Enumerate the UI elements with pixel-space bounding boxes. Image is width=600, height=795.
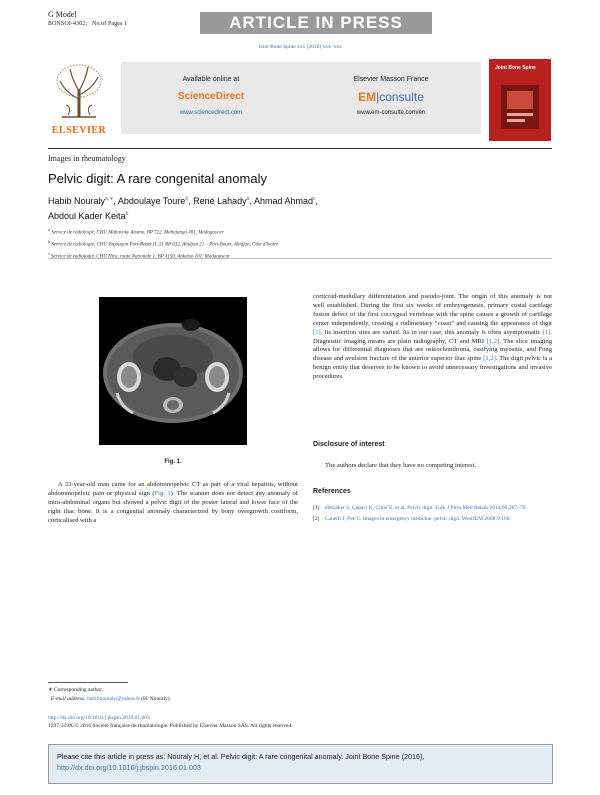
author-affil-marker[interactable]: a,∗ [105, 196, 114, 202]
reference-link[interactable]: [1] [313, 328, 321, 336]
running-header [48, 10, 553, 40]
elsevier-wordmark: ELSEVIER [51, 125, 107, 136]
author[interactable] [254, 196, 318, 206]
email-footnote [48, 696, 171, 702]
header-divider [48, 258, 552, 259]
body-paragraph-part: . Its insertion sites are varied. As in our case, this anomaly is often asymptomatic [320, 328, 543, 336]
reference-link[interactable]: [1] [542, 328, 551, 336]
author-name: René Lahady [193, 196, 247, 206]
footnote-divider [48, 682, 128, 683]
citation-doi-link[interactable]: http://dx.doi.org/10.1016/j.jbspin.2016.01.003 [57, 763, 201, 772]
affiliation-text: Service de radiologie, CHU Mahavoky Atsimo, BP 722, Mahajanga 401, Madagascar [51, 230, 224, 236]
reference-link[interactable]: [1,2] [483, 355, 496, 363]
author-affil-marker[interactable]: a [246, 196, 250, 202]
affiliation-marker: a [48, 227, 50, 232]
body-text-left [48, 481, 298, 526]
manuscript-id [48, 21, 127, 27]
body-paragraph-part: corticoid-medullary differentiation and pseudo-joint. The origin of this anomaly is not well established. During the first six weeks of embryogenesis, primary costal cartilage fusion defect of the first coccygeal vertebrae with the spine causes a growth of cartilage center independently, creating a rudimentary “coast” and causing the appearance of digit [313, 293, 552, 327]
affiliation-item [48, 226, 278, 238]
author-separator: , [113, 196, 116, 206]
author-name: Ahmad Ahmad [253, 196, 314, 206]
affiliation-marker: b [48, 239, 50, 245]
author[interactable] [193, 196, 252, 206]
disclosure-text: The authors declare that they have no competing interest. [325, 462, 477, 469]
affiliation-text: Service de radiologie, CHU Yopougon Port-Bouet II, 21 BP 632, Abidjan 21 – Port-Bouet, Abidjan, Côte d'Ivoire [51, 242, 279, 248]
corresponding-author-note: ∗ Corresponding author. [48, 687, 104, 693]
reference-list [313, 505, 552, 526]
affiliation-item [48, 238, 278, 250]
g-model-label: G Model [48, 10, 77, 19]
ct-scan-image [99, 297, 247, 445]
figure-1 [48, 297, 298, 445]
journal-cover-image [489, 59, 551, 141]
body-text-right [313, 293, 552, 382]
reference-item[interactable] [313, 516, 552, 524]
reference-number: [1] [313, 505, 320, 511]
email-label: E-mail address: [50, 696, 86, 702]
sciencedirect-link[interactable]: www.sciencedirect.com [179, 110, 243, 116]
masthead [48, 59, 552, 145]
journal-citation-line[interactable]: Joint Bone Spine xxx (2016) xxx–xxx [258, 44, 342, 50]
elsevier-tree-icon [48, 59, 110, 135]
manuscript-code: BONSOI-4302; [48, 21, 88, 27]
section-label: Images in rheumatology [48, 154, 126, 163]
doi-link[interactable]: http://dx.doi.org/10.1016/j.jbspin.2016.01.003 [48, 715, 150, 721]
body-paragraph-part: ). The scanner does not detect any anomaly of intra-abdominal organs but showed a pelvic digit of the poster lateral and lower face of the right iliac bone. It is a congenital anomaly characterized by bony overgrowth costiform, corticalised with a [48, 489, 298, 524]
author-affil-marker[interactable]: b [185, 196, 189, 202]
em-logo-part: EM [358, 90, 377, 104]
affiliations [48, 226, 278, 262]
cover-art-icon [497, 81, 543, 133]
sciencedirect-block [121, 62, 301, 134]
em-consulte-logo: EM|consulte [358, 90, 424, 104]
author-name: Abdoul Kader Keita [48, 211, 126, 221]
body-paragraph-part: . Diagnostic imaging means are plain radiography, CT and MRI [313, 328, 552, 345]
citation-box [48, 744, 553, 784]
figure-caption: Fig. 1. [164, 459, 182, 465]
cover-title: Joint Bone Spine [495, 65, 536, 71]
citation-text: Please cite this article in press as: Nouraly H, et al. Pelvic digit: A rare congenital anomaly. Joint Bone Spine (2016), [57, 752, 425, 761]
body-paragraph-part: . The slice imaging allows for differential diagnoses that are osteochondroma, ossifying myositis, and Fong disease and avulsion fracture of the anterior superior iliac spine [313, 337, 553, 363]
affiliation-marker: c [48, 251, 50, 257]
author-separator: , [188, 196, 191, 206]
reference-text: Canelli J, Fee C. Images in emergency medicine: pelvic digit. WestJEM 2008;9:180. [325, 515, 511, 522]
references-heading: References [313, 488, 351, 495]
author-separator: , [315, 196, 319, 206]
author-name: Habib Nouraly [48, 196, 106, 206]
em-consulte-block [301, 62, 481, 134]
body-paragraph-part: A 33-year-old man came for an abdominopelvic CT as part of a viral hepatitis, without abdominopelvic pain or physical sign ( [48, 481, 298, 497]
author-separator: , [249, 196, 252, 206]
article-in-press-banner: ARTICLE IN PRESS [200, 12, 432, 34]
available-online-label: Available online at [182, 76, 240, 83]
author-name: Abdoulaye Toure [117, 196, 186, 206]
email-link[interactable]: habibnouraly@yahoo.fr [87, 696, 140, 702]
reference-number: [2] [313, 515, 320, 522]
sciencedirect-logo: ScienceDirect [177, 91, 245, 102]
affiliation-item [48, 250, 278, 262]
page-count: No.of Pages 1 [92, 21, 128, 27]
author-list [48, 193, 448, 223]
author-affil-marker[interactable]: c [313, 196, 316, 202]
consulte-logo-part: consulte [379, 90, 424, 104]
masthead-center-panel [121, 62, 481, 134]
figure-link[interactable]: Fig. 1 [154, 489, 171, 497]
article-title: Pelvic digit: A rare congenital anomaly [48, 171, 267, 186]
body-paragraph-part: . The digit pelvic is a benign entity that deserves to be known to avoid unnecessary investigations and invasive procedures. [313, 355, 552, 381]
author[interactable] [118, 196, 191, 206]
masthead-divider [48, 148, 552, 149]
author-affil-marker[interactable]: b [125, 211, 129, 217]
disclosure-heading: Disclosure of interest [313, 441, 385, 448]
email-suffix: (H. Nouraly). [141, 696, 171, 702]
author[interactable] [48, 211, 128, 221]
copyright-line: 1297-319X/© 2016 Société française de rhumatologie. Published by Elsevier Masson SAS. All rights reserved. [48, 723, 293, 729]
reference-link[interactable]: [1,2] [486, 337, 500, 345]
em-consulte-link[interactable]: www.em-consulte.com/en [356, 110, 426, 116]
emc-publisher-label: Elsevier Masson France [353, 76, 429, 83]
reference-item[interactable] [313, 505, 552, 513]
author[interactable] [48, 196, 116, 206]
reference-text: Hetzäker S, Çapaci K, Çinar E, et al. Pelvic digit. Turk J Phys Med Rehab 2014;60:267–70. [325, 505, 527, 511]
